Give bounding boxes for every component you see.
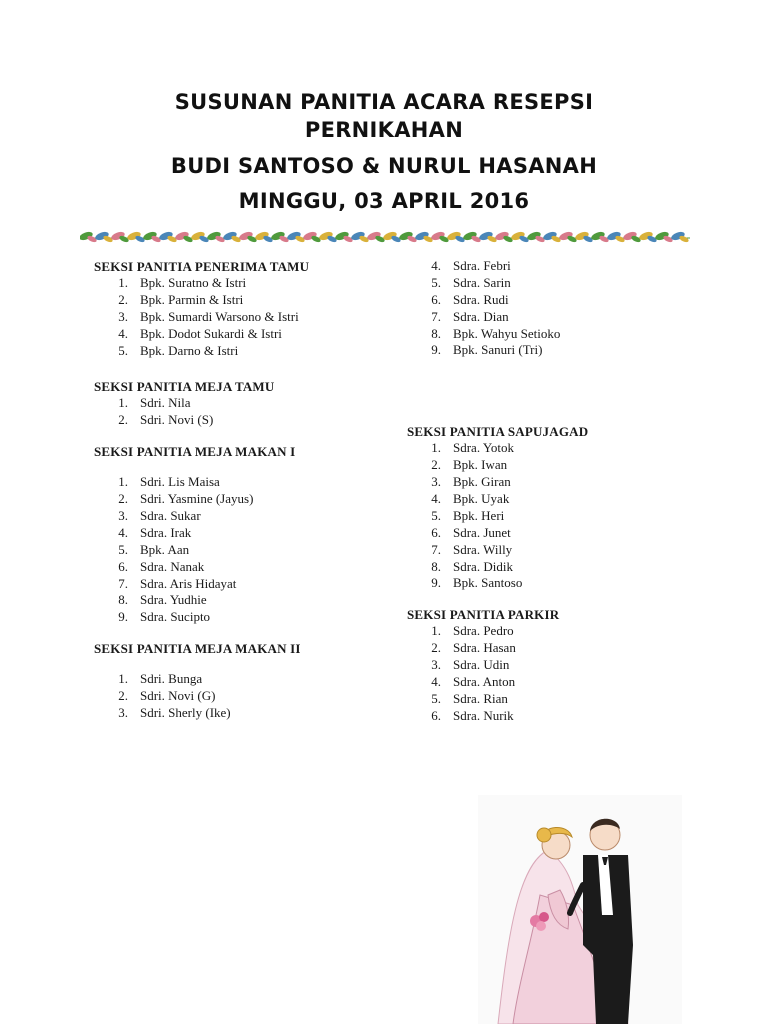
member-name: Sdra. Yotok — [453, 440, 515, 456]
list-item — [407, 657, 707, 674]
list-item — [94, 508, 404, 525]
member-list — [94, 395, 404, 429]
leaf-ornament — [142, 230, 161, 243]
section-heading: SEKSI PANITIA MEJA MAKAN II — [94, 641, 301, 657]
list-item — [94, 559, 404, 576]
member-name: Sdra. Rudi — [453, 291, 509, 307]
member-name: Sdra. Nanak — [140, 558, 205, 574]
leaf-ornament — [478, 230, 497, 243]
list-item — [407, 674, 707, 691]
leaf-ornament — [334, 230, 353, 243]
member-name: Bpk. Darno & Istri — [140, 342, 239, 358]
member-name: Bpk. Uyak — [453, 491, 510, 507]
member-name: Sdra. Irak — [140, 524, 192, 540]
item-number: 3. — [118, 308, 128, 324]
committee-section — [407, 606, 707, 724]
section-heading: SEKSI PANITIA PARKIR — [407, 607, 560, 623]
item-number: 5. — [431, 507, 441, 523]
leaf-ornament — [510, 230, 529, 243]
section-heading: SEKSI PANITIA MEJA TAMU — [94, 379, 275, 395]
item-number: 8. — [431, 558, 441, 574]
leaf-ornament — [622, 230, 641, 243]
list-item — [94, 609, 404, 626]
leaf-ornament — [254, 230, 273, 243]
title-line-1: SUSUNAN PANITIA ACARA RESEPSI — [174, 90, 594, 114]
list-item — [407, 491, 707, 508]
committee-section — [94, 378, 404, 429]
item-number: 9. — [431, 575, 441, 591]
member-name: Sdra. Hasan — [453, 640, 516, 656]
leaf-ornament — [654, 230, 673, 243]
section-heading: SEKSI PANITIA SAPUJAGAD — [407, 424, 589, 440]
item-number: 1. — [118, 275, 128, 290]
leaf-ornament — [94, 230, 113, 243]
list-item — [407, 275, 707, 292]
section-heading: SEKSI PANITIA PENERIMA TAMU — [94, 259, 310, 274]
item-number: 2. — [431, 640, 441, 656]
item-number: 5. — [118, 541, 128, 557]
leaf-ornament — [494, 230, 513, 243]
item-number: 9. — [431, 342, 441, 358]
wedding-couple-illustration — [478, 795, 682, 1024]
member-name: Sdra. Pedro — [453, 623, 514, 639]
list-item — [407, 474, 707, 491]
item-number: 4. — [431, 258, 441, 273]
list-item — [94, 592, 404, 609]
member-name: Sdra. Sarin — [453, 274, 511, 290]
member-name: Sdri. Lis Maisa — [140, 474, 220, 490]
leaf-ornament — [526, 230, 545, 243]
list-item — [94, 343, 404, 360]
item-number: 7. — [118, 575, 128, 591]
leaf-ornament — [174, 230, 193, 243]
item-number: 3. — [431, 474, 441, 490]
leaf-ornament — [158, 230, 177, 243]
member-name: Bpk. Sanuri (Tri) — [453, 342, 543, 358]
item-number: 4. — [431, 491, 441, 507]
leaf-ornament — [574, 230, 593, 243]
member-name: Sdri. Sherly (Ike) — [140, 705, 231, 721]
member-name: Sdra. Junet — [453, 524, 511, 540]
list-item — [94, 474, 404, 491]
item-number: 8. — [118, 592, 128, 608]
item-number: 1. — [118, 474, 128, 490]
leaf-ornament — [350, 230, 369, 243]
member-name: Bpk. Iwan — [453, 457, 508, 473]
list-item — [94, 275, 404, 292]
member-list — [94, 275, 404, 359]
item-number: 6. — [431, 524, 441, 540]
member-name: Sdra. Sukar — [140, 508, 201, 524]
leaf-ornament — [318, 230, 337, 243]
item-number: 2. — [118, 491, 128, 507]
member-name: Sdra. Udin — [453, 657, 510, 673]
right-column — [407, 258, 707, 725]
committee-section — [94, 258, 404, 359]
member-name: Bpk. Giran — [453, 474, 511, 490]
leaf-ornament — [590, 230, 609, 243]
member-name: Sdri. Nila — [140, 395, 191, 411]
leaf-ornament — [638, 230, 657, 243]
leaf-ornament — [222, 230, 241, 243]
list-item — [407, 691, 707, 708]
list-item — [94, 542, 404, 559]
member-name: Bpk. Parmin & Istri — [140, 291, 244, 307]
member-name: Sdra. Febri — [453, 258, 511, 273]
item-number: 2. — [118, 412, 128, 428]
list-item — [407, 708, 707, 725]
decorative-leaf-border — [80, 227, 690, 247]
item-number: 5. — [118, 342, 128, 358]
leaf-ornament — [366, 230, 385, 243]
list-item — [407, 292, 707, 309]
member-name: Bpk. Heri — [453, 507, 505, 523]
leaf-ornament — [542, 230, 561, 243]
continued-member-list — [407, 258, 707, 359]
item-number: 5. — [431, 690, 441, 706]
list-item — [94, 412, 404, 429]
list-item — [407, 457, 707, 474]
item-number: 4. — [118, 524, 128, 540]
item-number: 2. — [431, 457, 441, 473]
leaf-ornament — [206, 230, 225, 243]
member-name: Bpk. Suratno & Istri — [140, 275, 247, 290]
member-name: Sdri. Yasmine (Jayus) — [140, 491, 254, 507]
leaf-ornament — [270, 230, 289, 243]
leaf-ornament — [446, 230, 465, 243]
list-item — [407, 623, 707, 640]
item-number: 1. — [431, 623, 441, 639]
leaf-ornament — [238, 230, 257, 243]
item-number: 6. — [118, 558, 128, 574]
leaf-ornament — [670, 230, 689, 243]
leaf-ornament — [382, 230, 401, 243]
member-name: Bpk. Sumardi Warsono & Istri — [140, 308, 299, 324]
item-number: 3. — [118, 705, 128, 721]
member-name: Bpk. Aan — [140, 541, 190, 557]
member-name: Sdra. Sucipto — [140, 609, 211, 625]
item-number: 7. — [431, 308, 441, 324]
list-item — [94, 309, 404, 326]
leaf-ornament — [190, 230, 209, 243]
item-number: 1. — [118, 395, 128, 411]
list-item — [407, 508, 707, 525]
item-number: 3. — [431, 657, 441, 673]
list-item — [94, 671, 404, 688]
list-item — [94, 326, 404, 343]
left-column — [94, 258, 404, 722]
list-item — [407, 309, 707, 326]
item-number: 2. — [118, 688, 128, 704]
list-item — [94, 576, 404, 593]
leaf-ornament — [126, 230, 145, 243]
leaf-ornament — [558, 230, 577, 243]
list-item — [407, 326, 707, 343]
list-item — [407, 575, 707, 592]
item-number: 9. — [118, 609, 128, 625]
item-number: 1. — [118, 671, 128, 687]
member-name: Sdra. Anton — [453, 674, 516, 690]
item-number: 3. — [118, 508, 128, 524]
list-item — [407, 542, 707, 559]
member-name: Bpk. Santoso — [453, 575, 523, 591]
member-name: Sdra. Rian — [453, 690, 508, 706]
committee-section — [94, 443, 404, 626]
item-number: 4. — [431, 674, 441, 690]
member-list — [407, 623, 707, 724]
document-title — [0, 88, 768, 144]
item-number: 4. — [118, 325, 128, 341]
list-item — [407, 525, 707, 542]
member-list — [94, 474, 404, 626]
list-item — [94, 491, 404, 508]
leaf-ornament — [398, 230, 417, 243]
leaf-ornament — [286, 230, 305, 243]
committee-section — [407, 423, 707, 592]
list-item — [407, 640, 707, 657]
item-number: 7. — [431, 541, 441, 557]
member-list — [94, 671, 404, 722]
item-number: 6. — [431, 707, 441, 723]
member-name: Sdra. Willy — [453, 541, 513, 557]
member-name: Bpk. Wahyu Setioko — [453, 325, 561, 341]
leaf-ornament — [430, 230, 449, 243]
leaf-ornament — [414, 230, 433, 243]
member-name: Sdra. Dian — [453, 308, 509, 324]
member-name: Sdra. Nurik — [453, 707, 514, 723]
member-name: Sdra. Aris Hidayat — [140, 575, 237, 591]
leaf-ornament — [110, 230, 129, 243]
list-item — [94, 688, 404, 705]
item-number: 1. — [431, 440, 441, 456]
item-number: 2. — [118, 291, 128, 307]
list-item — [407, 559, 707, 576]
committee-section — [94, 640, 404, 722]
title-line-2: PERNIKAHAN — [304, 118, 464, 142]
section-heading: SEKSI PANITIA MEJA MAKAN I — [94, 444, 296, 460]
item-number: 5. — [431, 274, 441, 290]
leaf-ornament — [606, 230, 625, 243]
member-name: Sdri. Novi (G) — [140, 688, 216, 704]
list-item — [407, 342, 707, 359]
list-item — [407, 258, 707, 275]
list-item — [94, 292, 404, 309]
list-item — [94, 525, 404, 542]
member-name: Sdri. Bunga — [140, 671, 203, 687]
member-list — [407, 440, 707, 592]
list-item — [407, 440, 707, 457]
member-name: Sdra. Yudhie — [140, 592, 207, 608]
leaf-ornament — [462, 230, 481, 243]
member-name: Sdri. Novi (S) — [140, 412, 214, 428]
couple-names: BUDI SANTOSO & NURUL HASANAH — [170, 154, 598, 178]
member-name: Sdra. Didik — [453, 558, 513, 574]
item-number: 8. — [431, 325, 441, 341]
event-date: MINGGU, 03 APRIL 2016 — [238, 189, 530, 213]
list-item — [94, 705, 404, 722]
list-item — [94, 395, 404, 412]
leaf-ornament — [302, 230, 321, 243]
item-number: 6. — [431, 291, 441, 307]
leaf-ornament — [80, 230, 98, 243]
member-name: Bpk. Dodot Sukardi & Istri — [140, 325, 282, 341]
